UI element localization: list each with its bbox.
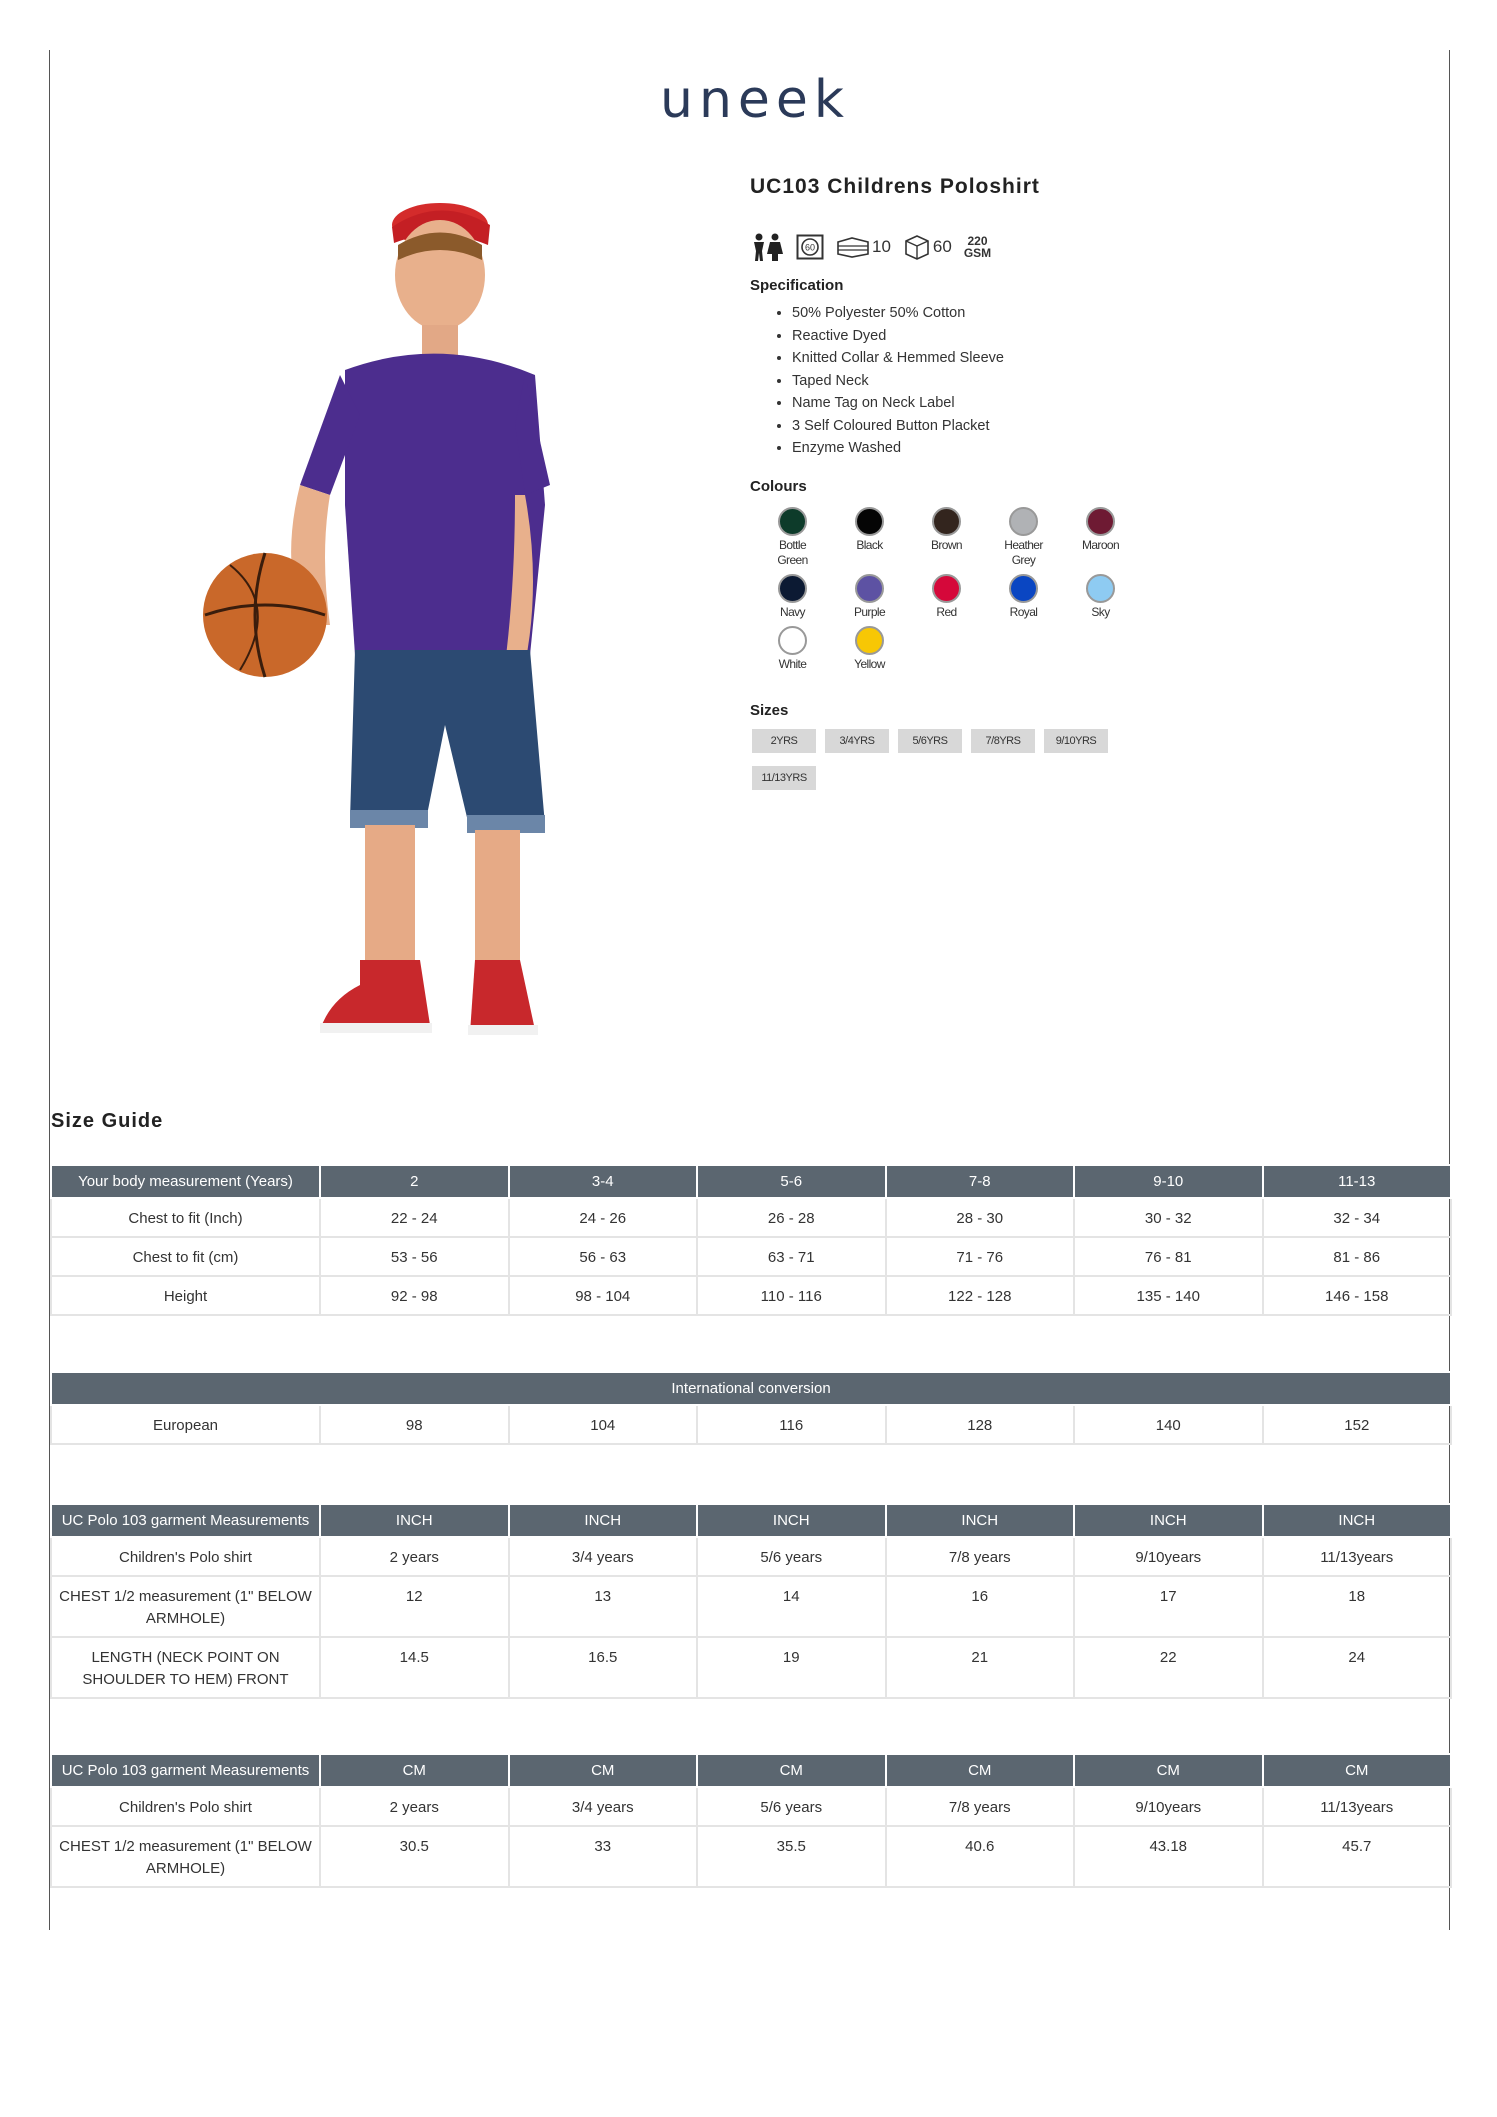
table-cell: 43.18 [1074, 1826, 1263, 1887]
colour-label: White [778, 656, 807, 671]
colours-heading: Colours [750, 477, 807, 495]
kids-icon [750, 233, 784, 261]
colour-label: Sky [1091, 604, 1110, 619]
row-label: CHEST 1/2 measurement (1" BELOW ARMHOLE) [51, 1826, 320, 1887]
table-header-row [51, 1504, 1451, 1537]
garment-inch-table [50, 1503, 1452, 1699]
column-header: INCH [509, 1504, 698, 1537]
spec-item: • Taped Neck [792, 370, 1390, 393]
table-row [51, 1237, 1451, 1276]
table-cell: 13 [509, 1576, 698, 1637]
row-label: Height [51, 1276, 320, 1315]
table-cell: 14.5 [320, 1637, 509, 1698]
spec-item: • 3 Self Coloured Button Placket [792, 415, 1390, 438]
column-header: INCH [886, 1504, 1075, 1537]
colour-swatch[interactable] [778, 507, 807, 536]
table-cell: 18 [1263, 1576, 1452, 1637]
row-label: Children's Polo shirt [51, 1787, 320, 1826]
table-row [51, 1576, 1451, 1637]
row-label: LENGTH (NECK POINT ON SHOULDER TO HEM) FRONT [51, 1637, 320, 1698]
colour-option[interactable] [831, 574, 908, 620]
colour-option[interactable] [1062, 507, 1139, 568]
column-header: 2 [320, 1165, 509, 1198]
table-cell: 45.7 [1263, 1826, 1452, 1887]
table-cell: 16.5 [509, 1637, 698, 1698]
colour-option[interactable] [985, 507, 1062, 568]
international-conversion-table [50, 1371, 1452, 1445]
table-cell: 92 - 98 [320, 1276, 509, 1315]
column-header: CM [320, 1754, 509, 1787]
colour-option[interactable] [1062, 574, 1139, 620]
column-header: 11-13 [1263, 1165, 1452, 1198]
column-header: 7-8 [886, 1165, 1075, 1198]
column-header: UC Polo 103 garment Measurements [51, 1504, 320, 1537]
column-header: CM [1263, 1754, 1452, 1787]
table-cell: 116 [697, 1405, 886, 1444]
table-cell: 16 [886, 1576, 1075, 1637]
column-header: INCH [320, 1504, 509, 1537]
colour-swatch[interactable] [855, 507, 884, 536]
pack-quantity: 10 [872, 237, 891, 256]
specification-heading: Specification [750, 277, 844, 294]
table-cell: 146 - 158 [1263, 1276, 1452, 1315]
colour-option[interactable] [985, 574, 1062, 620]
table-cell: 40.6 [886, 1826, 1075, 1887]
column-header: 9-10 [1074, 1165, 1263, 1198]
box-icon [903, 234, 952, 260]
column-header: INCH [697, 1504, 886, 1537]
table-cell: 11/13years [1263, 1537, 1452, 1576]
spec-item: • Enzyme Washed [792, 437, 1390, 460]
table-cell: 24 - 26 [509, 1198, 698, 1237]
column-header: CM [509, 1754, 698, 1787]
table-cell: 7/8 years [886, 1537, 1075, 1576]
table-cell: 2 years [320, 1537, 509, 1576]
row-label: CHEST 1/2 measurement (1" BELOW ARMHOLE) [51, 1576, 320, 1637]
table-cell: 12 [320, 1576, 509, 1637]
table-cell: 98 - 104 [509, 1276, 698, 1315]
colour-option[interactable] [908, 507, 985, 568]
table-cell: 9/10years [1074, 1537, 1263, 1576]
colour-swatch[interactable] [932, 574, 961, 603]
colour-option[interactable] [754, 574, 831, 620]
table-cell: 122 - 128 [886, 1276, 1075, 1315]
colour-swatch[interactable] [932, 507, 961, 536]
size-option[interactable]: 11/13YRS [752, 766, 816, 790]
table-cell: 81 - 86 [1263, 1237, 1452, 1276]
svg-text:60: 60 [804, 242, 816, 253]
table-row [51, 1637, 1451, 1698]
table-row [51, 1198, 1451, 1237]
feature-icons [750, 229, 1390, 265]
row-label: Chest to fit (cm) [51, 1237, 320, 1276]
table-row [51, 1787, 1451, 1826]
spec-item: • Reactive Dyed [792, 325, 1390, 348]
colour-swatch[interactable] [1009, 574, 1038, 603]
table-cell: 128 [886, 1405, 1075, 1444]
spec-item: • 50% Polyester 50% Cotton [792, 302, 1390, 325]
table-cell: 32 - 34 [1263, 1198, 1452, 1237]
colour-swatch[interactable] [1086, 574, 1115, 603]
column-header: CM [1074, 1754, 1263, 1787]
colour-label: Heather Grey [1004, 537, 1043, 567]
table-cell: 9/10years [1074, 1787, 1263, 1826]
table-row [51, 1405, 1451, 1444]
table-header-row [51, 1754, 1451, 1787]
column-header: INCH [1263, 1504, 1452, 1537]
table-cell: 56 - 63 [509, 1237, 698, 1276]
table-cell: 63 - 71 [697, 1237, 886, 1276]
colour-swatch[interactable] [855, 574, 884, 603]
spec-item: • Knitted Collar & Hemmed Sleeve [792, 347, 1390, 370]
pack-icon [836, 236, 891, 258]
table-cell: 24 [1263, 1637, 1452, 1698]
colour-swatch[interactable] [778, 574, 807, 603]
size-option[interactable]: 7/8YRS [971, 729, 1035, 753]
column-header: 5-6 [697, 1165, 886, 1198]
table-cell: 98 [320, 1405, 509, 1444]
size-option[interactable]: 3/4YRS [825, 729, 889, 753]
colour-swatch[interactable] [855, 626, 884, 655]
table-row [51, 1276, 1451, 1315]
international-conversion-header: International conversion [51, 1372, 1451, 1405]
table-cell: 22 [1074, 1637, 1263, 1698]
size-options [750, 729, 1132, 790]
gsm-value: 220 GSM [963, 234, 992, 260]
colour-label: Red [936, 604, 957, 619]
table-row [51, 1826, 1451, 1887]
product-title: UC103 Childrens Poloshirt [750, 175, 1040, 198]
colour-swatch[interactable] [1086, 507, 1115, 536]
row-label: Children's Polo shirt [51, 1537, 320, 1576]
table-cell: 104 [509, 1405, 698, 1444]
size-option[interactable]: 2YRS [752, 729, 816, 753]
table-cell: 2 years [320, 1787, 509, 1826]
table-cell: 135 - 140 [1074, 1276, 1263, 1315]
table-cell: 30.5 [320, 1826, 509, 1887]
specification-list [750, 302, 1390, 460]
row-label: Chest to fit (Inch) [51, 1198, 320, 1237]
product-photo [170, 185, 570, 1075]
table-cell: 35.5 [697, 1826, 886, 1887]
table-cell: 3/4 years [509, 1787, 698, 1826]
colour-swatch[interactable] [778, 626, 807, 655]
size-option[interactable]: 9/10YRS [1044, 729, 1108, 753]
table-cell: 33 [509, 1826, 698, 1887]
table-cell: 26 - 28 [697, 1198, 886, 1237]
table-cell: 19 [697, 1637, 886, 1698]
colour-option[interactable] [831, 626, 908, 672]
table-header-row [51, 1165, 1451, 1198]
table-cell: 22 - 24 [320, 1198, 509, 1237]
table-cell: 21 [886, 1637, 1075, 1698]
brand-logo: uneek [660, 70, 851, 130]
colour-option[interactable] [754, 507, 831, 568]
colour-label: Purple [853, 604, 886, 619]
colour-label: Yellow [854, 656, 885, 671]
colour-swatch[interactable] [1009, 507, 1038, 536]
table-cell: 11/13years [1263, 1787, 1452, 1826]
table-cell: 30 - 32 [1074, 1198, 1263, 1237]
row-label: European [51, 1405, 320, 1444]
table-cell: 5/6 years [697, 1787, 886, 1826]
table-cell: 110 - 116 [697, 1276, 886, 1315]
garment-cm-table [50, 1753, 1452, 1888]
colour-swatches [750, 507, 1390, 672]
colour-label: Brown [930, 537, 962, 552]
column-header: INCH [1074, 1504, 1263, 1537]
table-cell: 5/6 years [697, 1537, 886, 1576]
table-cell: 71 - 76 [886, 1237, 1075, 1276]
size-option[interactable]: 5/6YRS [898, 729, 962, 753]
spec-item: • Name Tag on Neck Label [792, 392, 1390, 415]
table-cell: 3/4 years [509, 1537, 698, 1576]
column-header: 3-4 [509, 1165, 698, 1198]
colour-option[interactable] [908, 574, 985, 620]
product-details [750, 170, 1390, 790]
column-header: CM [886, 1754, 1075, 1787]
colour-label: Navy [780, 604, 805, 619]
colour-option[interactable] [831, 507, 908, 568]
table-cell: 152 [1263, 1405, 1452, 1444]
sizes-heading: Sizes [750, 701, 789, 719]
table-cell: 28 - 30 [886, 1198, 1075, 1237]
table-cell: 76 - 81 [1074, 1237, 1263, 1276]
table-cell: 14 [697, 1576, 886, 1637]
colour-label: Bottle Green [777, 537, 808, 567]
colour-label: Maroon [1081, 537, 1120, 552]
body-measurement-table [50, 1164, 1452, 1316]
colour-label: Black [856, 537, 883, 552]
size-guide-title: Size Guide [51, 1110, 164, 1132]
colour-option[interactable] [754, 626, 831, 672]
table-cell: 17 [1074, 1576, 1263, 1637]
table-header-row [51, 1372, 1451, 1405]
wash-60-icon [796, 234, 824, 260]
table-cell: 53 - 56 [320, 1237, 509, 1276]
table-cell: 7/8 years [886, 1787, 1075, 1826]
column-header: Your body measurement (Years) [51, 1165, 320, 1198]
column-header: UC Polo 103 garment Measurements [51, 1754, 320, 1787]
box-quantity: 60 [932, 237, 952, 256]
gsm-icon [964, 235, 991, 259]
table-row [51, 1537, 1451, 1576]
column-header: CM [697, 1754, 886, 1787]
table-cell: 140 [1074, 1405, 1263, 1444]
colour-label: Royal [1009, 604, 1038, 619]
